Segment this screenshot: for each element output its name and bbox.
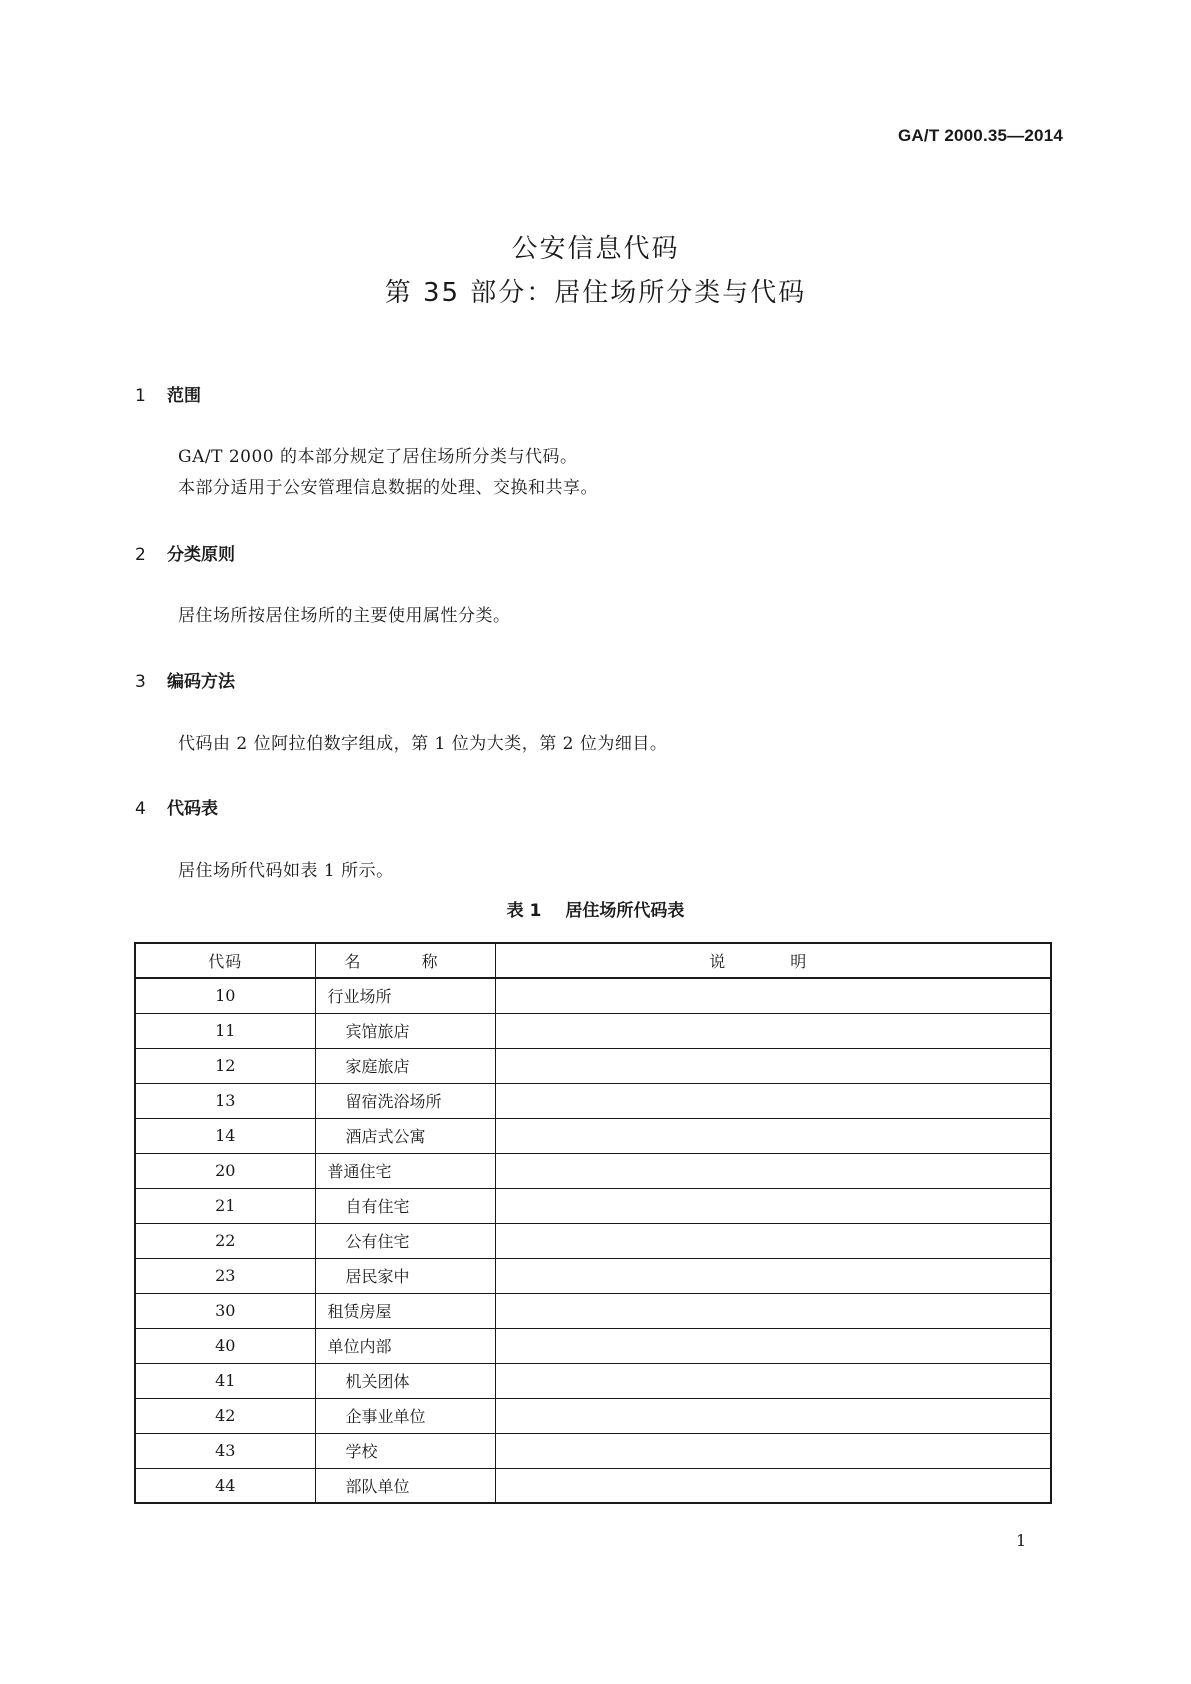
cell-description: [495, 1013, 1051, 1048]
section-title: 范围: [167, 386, 201, 406]
cell-name: 宾馆旅店: [315, 1013, 495, 1048]
cell-code: 42: [135, 1398, 315, 1433]
cell-name: 部队单位: [315, 1468, 495, 1503]
cell-description: [495, 1188, 1051, 1223]
section-heading-principle: [135, 540, 235, 565]
cell-description: [495, 1293, 1051, 1328]
section-title: 代码表: [167, 799, 218, 819]
cell-name: 机关团体: [315, 1363, 495, 1398]
table-header-row: [135, 943, 1051, 978]
column-header-code: 代码: [135, 943, 315, 978]
cell-name: 自有住宅: [315, 1188, 495, 1223]
table-row: [135, 1398, 1051, 1433]
cell-description: [495, 1048, 1051, 1083]
cell-name: 公有住宅: [315, 1223, 495, 1258]
code-table: [134, 942, 1052, 1504]
cell-name: 留宿洗浴场所: [315, 1083, 495, 1118]
standard-number: GA/T 2000.35—2014: [898, 126, 1063, 145]
table-row: [135, 1468, 1051, 1503]
cell-description: [495, 1083, 1051, 1118]
table-caption-label: 表 1: [506, 901, 542, 921]
paragraph: 居住场所按居住场所的主要使用属性分类。: [178, 606, 511, 626]
cell-code: 43: [135, 1433, 315, 1468]
table-row: [135, 1013, 1051, 1048]
cell-name: 行业场所: [315, 978, 495, 1013]
section-heading-code-table: [135, 794, 218, 819]
table-caption-title: 居住场所代码表: [565, 901, 685, 921]
column-header-description: 说 明: [495, 943, 1051, 978]
section-heading-scope: [135, 381, 201, 406]
paragraph: 居住场所代码如表 1 所示。: [178, 861, 394, 881]
cell-code: 20: [135, 1153, 315, 1188]
table-row: [135, 1293, 1051, 1328]
table-row: [135, 1048, 1051, 1083]
table-row: [135, 1153, 1051, 1188]
paragraph: 代码由 2 位阿拉伯数字组成，第 1 位为大类，第 2 位为细目。: [178, 734, 668, 754]
cell-code: 11: [135, 1013, 315, 1048]
cell-description: [495, 1223, 1051, 1258]
section-number: 4: [135, 799, 146, 819]
section-title: 编码方法: [167, 672, 235, 692]
cell-name: 单位内部: [315, 1328, 495, 1363]
cell-code: 23: [135, 1258, 315, 1293]
cell-name: 学校: [315, 1433, 495, 1468]
cell-code: 40: [135, 1328, 315, 1363]
cell-description: [495, 1398, 1051, 1433]
cell-name: 家庭旅店: [315, 1048, 495, 1083]
table-row: [135, 1363, 1051, 1398]
cell-description: [495, 1363, 1051, 1398]
document-subtitle: 第 35 部分：居住场所分类与代码: [384, 278, 807, 308]
table-caption: [0, 896, 1191, 921]
paragraph: 本部分适用于公安管理信息数据的处理、交换和共享。: [178, 478, 598, 498]
cell-description: [495, 978, 1051, 1013]
table-row: [135, 1433, 1051, 1468]
cell-code: 13: [135, 1083, 315, 1118]
table-row: [135, 1188, 1051, 1223]
table-row: [135, 1258, 1051, 1293]
section-title: 分类原则: [167, 545, 235, 565]
cell-description: [495, 1433, 1051, 1468]
cell-code: 44: [135, 1468, 315, 1503]
cell-name: 租赁房屋: [315, 1293, 495, 1328]
cell-name: 居民家中: [315, 1258, 495, 1293]
table-row: [135, 1223, 1051, 1258]
page-number: 1: [1016, 1531, 1027, 1550]
cell-description: [495, 1153, 1051, 1188]
cell-code: 41: [135, 1363, 315, 1398]
cell-name: 普通住宅: [315, 1153, 495, 1188]
cell-code: 12: [135, 1048, 315, 1083]
paragraph: GA/T 2000 的本部分规定了居住场所分类与代码。: [178, 447, 578, 467]
cell-name: 企事业单位: [315, 1398, 495, 1433]
table-row: [135, 978, 1051, 1013]
table-row: [135, 1083, 1051, 1118]
cell-code: 14: [135, 1118, 315, 1153]
cell-code: 22: [135, 1223, 315, 1258]
cell-name: 酒店式公寓: [315, 1118, 495, 1153]
section-number: 3: [135, 672, 146, 692]
table-row: [135, 1118, 1051, 1153]
section-heading-coding: [135, 667, 235, 692]
cell-description: [495, 1328, 1051, 1363]
document-title: 公安信息代码: [511, 234, 680, 264]
cell-description: [495, 1118, 1051, 1153]
cell-code: 21: [135, 1188, 315, 1223]
column-header-name: 名 称: [315, 943, 495, 978]
cell-description: [495, 1258, 1051, 1293]
table-row: [135, 1328, 1051, 1363]
section-number: 2: [135, 545, 146, 565]
section-number: 1: [135, 386, 146, 406]
cell-code: 30: [135, 1293, 315, 1328]
cell-code: 10: [135, 978, 315, 1013]
cell-description: [495, 1468, 1051, 1503]
